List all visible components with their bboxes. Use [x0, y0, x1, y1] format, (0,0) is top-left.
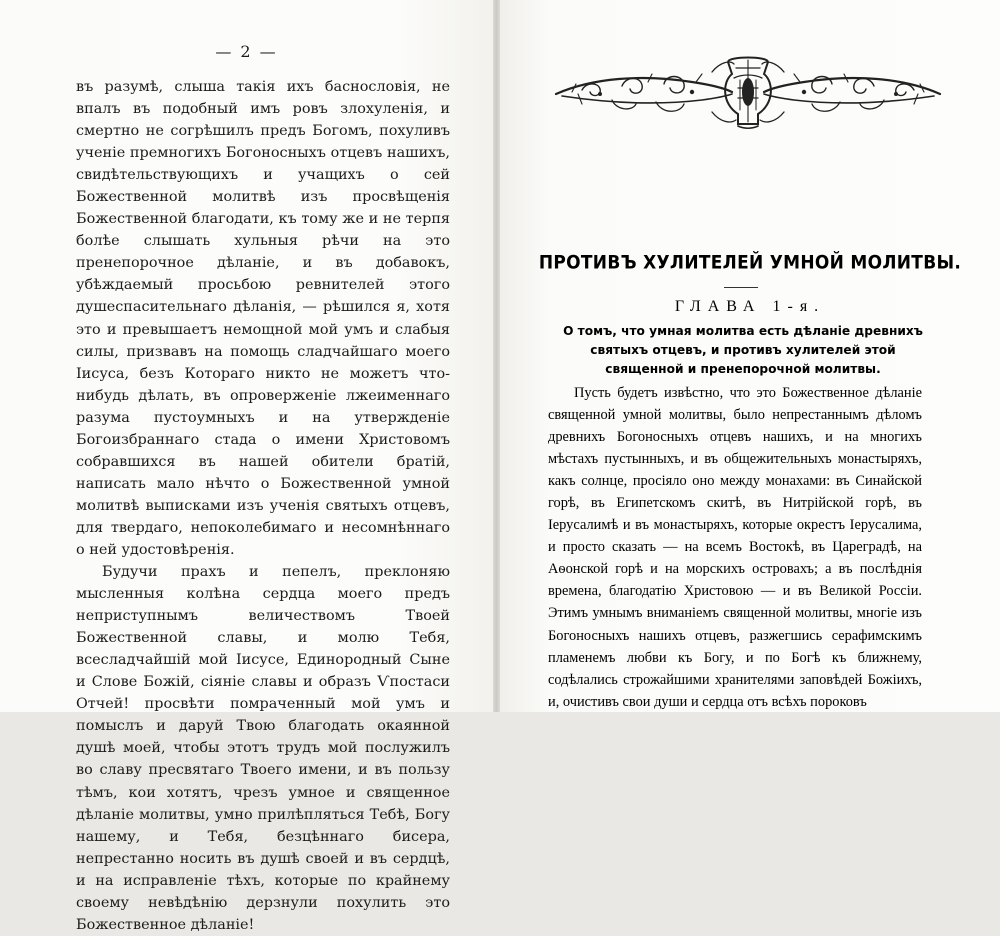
book-gutter	[493, 0, 500, 712]
paragraph: въ разумѣ, слыша такія ихъ баснословія, не впалъ въ подобный имъ ровъ злохуленія, и смертно не согрѣшилъ предъ Богомъ, похуливъ ученіе премногихъ Богоносныхъ отцевъ нашихъ, свидѣтельствующихъ и учащихъ о сей Божественной молитвѣ изъ просвѣщенія Божественной благодати, къ тому же и не терпя болѣе слышать хульныя рѣчи на это пренепорочное дѣланіе, и въ добавокъ, убѣждаемый просьбою ревнителей этого душеспасительнаго дѣланія, — рѣшился я, хотя это и превышаетъ немощной мой умъ и слабыя силы, призвавъ на помощь сладчайшаго моего Іисуса, безъ Котораго никто не можетъ что-нибудь дѣлать, въ опроверженіе лжеименнаго разума пустоумныхъ и на утвержденіе Богоизбраннаго стада о имени Христовомъ собравшихся въ нашей обители братій, написать мало нѣчто о Божественной умной молитвѣ выписками изъ ученія святыхъ отцевъ, для твердаго, непоколебимаго и несомнѣннаго о ней удостовѣренія.	[76, 79, 450, 558]
paragraph: Будучи прахъ и пепелъ, преклоняю мысленныя колѣна сердца моего предъ неприступнымъ величествомъ Твоей Божественной славы, и молю Тебя, всесладчайшій мой Іисусе, Единородный Сыне и Слове Божій, сіяніе славы и образъ Ѵпостаси Отчей! просвѣти помраченный мой умъ и помыслъ и даруй Твою благодать окаянной душѣ моей, чтобы этотъ трудъ мой послужилъ во славу пресвятаго Твоего имени, и въ пользу тѣмъ, кои хотятъ, чрезъ умное и священное дѣланіе молитвы, умно прилѣпляться Тебѣ, Богу нашему, и Тебя, безцѣннаго бисера, непрестанно носить въ душѣ своей и въ сердцѣ, и на исправленіе тѣхъ, которые по крайнему своему невѣдѣнію дерзнули похулить это Божественное дѣланіе!	[76, 564, 450, 933]
chapter-title: ПРОТИВЪ ХУЛИТЕЛЕЙ УМНОЙ МОЛИТВЫ.	[538, 251, 962, 275]
chapter-summary: О томъ, что умная молитва есть дѣланіе древнихъ святыхъ отцевъ, и противъ хулителей этой священной и пренепорочной молитвы.	[563, 324, 923, 376]
title-divider	[724, 287, 758, 288]
paragraph: Пусть будетъ извѣстно, что это Божественное дѣланіе священной умной молитвы, было непрестаннымъ дѣломъ древнихъ Богоносныхъ отцевъ нашихъ, и на многихъ мѣстахъ пустынныхъ, и въ общежительныхъ монастыряхъ, какъ солнце, просіяло оно между монахами: въ Синайской горѣ, въ Египетскомъ скитѣ, въ Нитрійской горѣ, въ Іерусалимѣ и въ монастыряхъ, которые окрестъ Іерусалима, и просто сказать — на всемъ Востокѣ, въ Цареградѣ, на Аѳонской горѣ и на морскихъ островахъ; а въ послѣднія времена, благодатію Христовою — и въ Великой Россіи. Этимъ умнымъ вниманіемъ священной молитвы, многіе изъ Богоносныхъ нашихъ отцевъ, разжегшись серафимскимъ пламенемъ любви къ Богу, и по Богѣ къ ближнему, содѣлались строжайшими хранителями заповѣдей Божіихъ, и, очистивъ свои души и сердца отъ всѣхъ пороковъ	[548, 385, 922, 710]
left-page	[0, 0, 493, 933]
left-page-text	[76, 76, 450, 936]
headpiece-ornament	[552, 52, 944, 130]
right-page-text	[548, 382, 922, 713]
chapter-number: ГЛАВА 1-я.	[674, 298, 826, 315]
page-number: — 2 —	[215, 42, 278, 61]
